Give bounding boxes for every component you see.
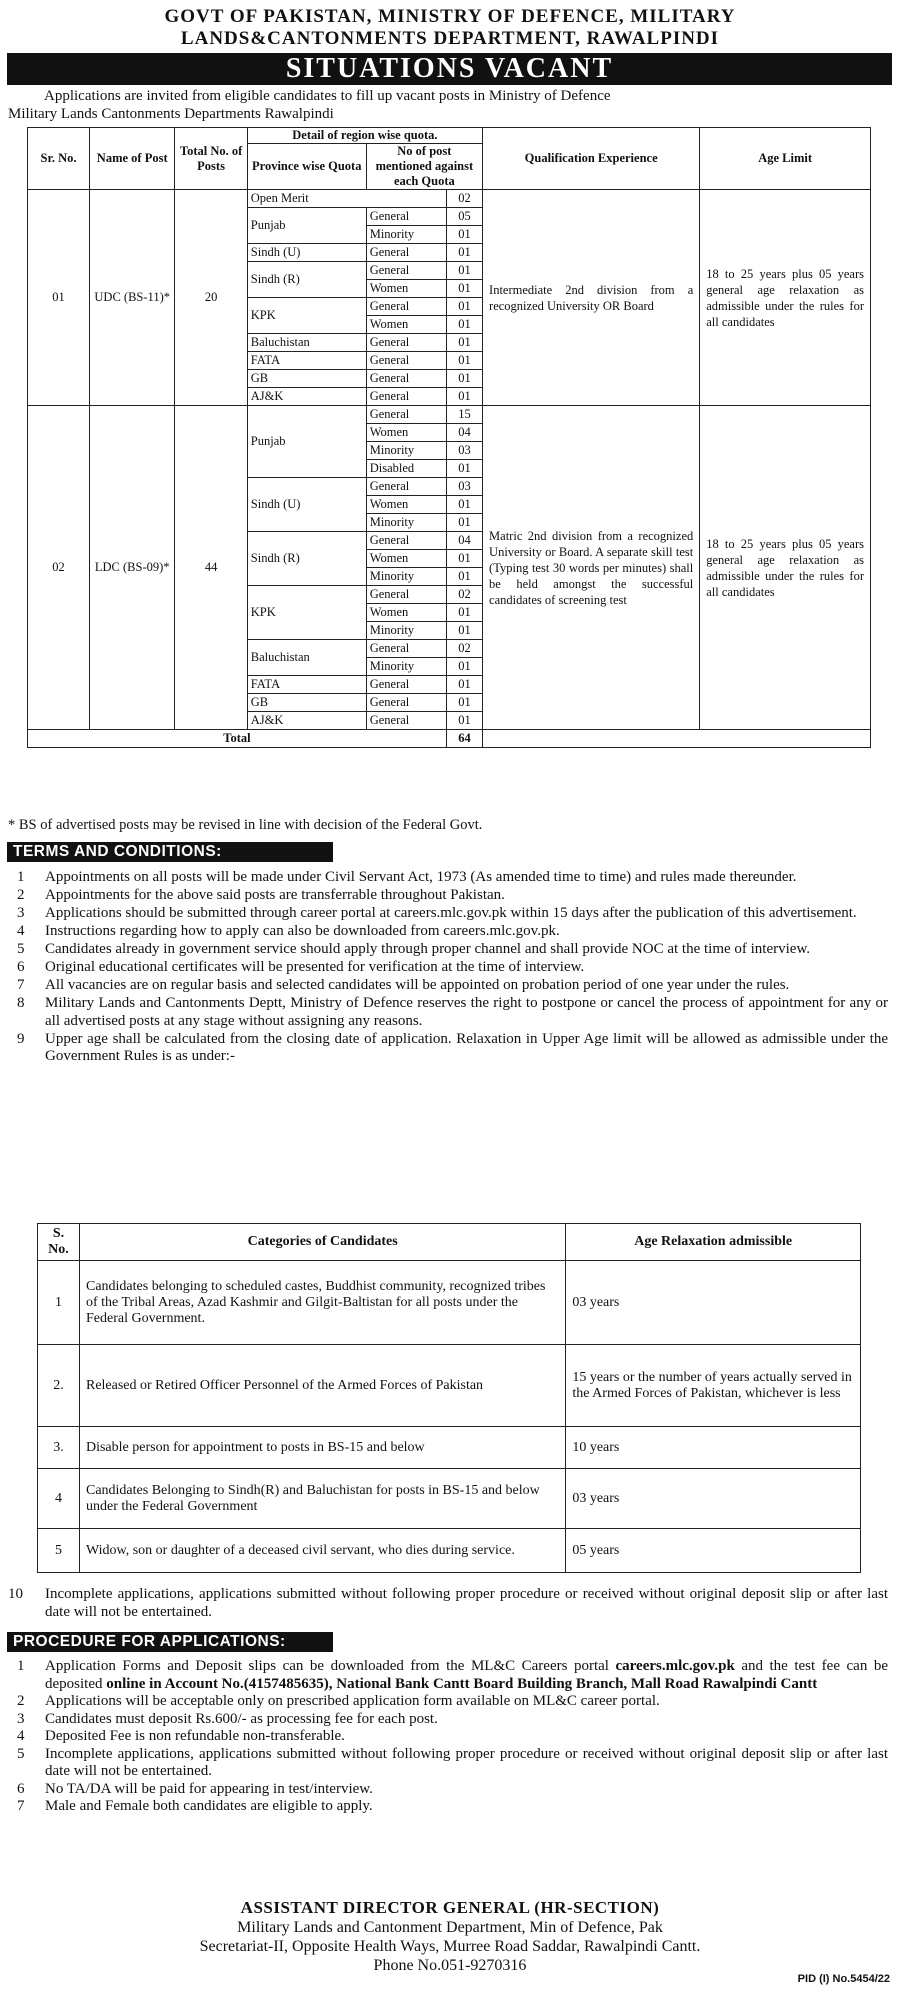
quota-province: Sindh (R): [247, 532, 366, 586]
quota-category: Women: [366, 550, 446, 568]
term-item: [0, 995, 888, 1030]
intro-line-2: Military Lands Cantonments Departments Rawalpindi: [8, 106, 334, 122]
quota-category: Minority: [366, 226, 446, 244]
term-text: Candidates already in government service should apply through proper channel and shall provide NOC at the time of interview.: [45, 941, 811, 957]
account-details: online in Account No.(4157485635), National Bank Cantt Board Building Branch, Mall Road Rawalpindi Cantt: [106, 1675, 818, 1692]
intro-paragraph: [8, 87, 888, 123]
quota-province: FATA: [247, 352, 366, 370]
term-number: 1: [17, 869, 25, 885]
quota-category: General: [366, 388, 446, 406]
bs-revision-note: * BS of advertised posts may be revised in line with decision of the Federal Govt.: [8, 817, 483, 833]
procedure-item: [0, 1781, 888, 1799]
quota-number: 03: [446, 442, 482, 460]
quota-qualification: Intermediate 2nd division from a recognized University OR Board: [483, 190, 700, 406]
procedure-section-title: PROCEDURE FOR APPLICATIONS:: [7, 1632, 333, 1652]
quota-number: 01: [446, 370, 482, 388]
age-table-row: [38, 1469, 861, 1529]
quota-category: General: [366, 208, 446, 226]
procedure-text: Incomplete applications, applications submitted without following proper procedure or received without original deposit slip or after last date will not be entertained.: [45, 1745, 888, 1779]
footer-phone: Phone No.051-9270316: [373, 1957, 527, 1974]
col-header-age: Age Limit: [700, 128, 871, 190]
quota-category: General: [366, 244, 446, 262]
term-number: 9: [17, 1030, 25, 1047]
procedure-text: Applications will be acceptable only on prescribed application form available on ML&C career portal.: [45, 1693, 660, 1709]
quota-province: Punjab: [247, 406, 366, 478]
age-row-category: Released or Retired Officer Personnel of the Armed Forces of Pakistan: [79, 1345, 565, 1427]
term-text: Original educational certificates will be presented for verification at the time of interview.: [45, 959, 585, 975]
quota-post-total: 44: [175, 406, 247, 730]
quota-qualification: Matric 2nd division from a recognized University or Board. A separate skill test (Typing test 30 words per minutes) shall be held amongst the successful candidates of screening test: [483, 406, 700, 730]
quota-category: Women: [366, 280, 446, 298]
intro-line-1: Applications are invited from eligible candidates to fill up vacant posts in Ministry of Defence: [44, 88, 611, 104]
age-row-category: Widow, son or daughter of a deceased civil servant, who dies during service.: [79, 1529, 565, 1573]
quota-category: Minority: [366, 622, 446, 640]
age-row-number: 5: [38, 1529, 80, 1573]
term-text: Appointments on all posts will be made under Civil Servant Act, 1973 (As amended time to time) and rules made thereunder.: [45, 869, 797, 885]
quota-province: AJ&K: [247, 712, 366, 730]
term-item: [0, 887, 888, 905]
col-header-qualification: Qualification Experience: [483, 128, 700, 190]
quota-age-limit: 18 to 25 years plus 05 years general age relaxation as admissible under the rules for all candidates: [700, 190, 871, 406]
quota-category: Women: [366, 496, 446, 514]
procedure-item: [0, 1658, 888, 1693]
col-header-total: Total No. of Posts: [175, 128, 247, 190]
quota-category: General: [366, 262, 446, 280]
procedure-text: Candidates must deposit Rs.600/- as processing fee for each post.: [45, 1710, 438, 1727]
procedure-number: 1: [17, 1658, 25, 1674]
quota-number: 15: [446, 406, 482, 424]
age-row-relaxation: 15 years or the number of years actually served in the Armed Forces of Pakistan, whichever is less: [566, 1345, 861, 1427]
quota-category: General: [366, 676, 446, 694]
term-text: Applications should be submitted through career portal at careers.mlc.gov.pk within 15 days after the publication of this advertisement.: [45, 905, 857, 921]
col-header-province: Province wise Quota: [247, 144, 366, 190]
quota-post-sr: 02: [28, 406, 90, 730]
quota-post-name: LDC (BS-09)*: [90, 406, 175, 730]
quota-category: Minority: [366, 442, 446, 460]
header-line-1: GOVT OF PAKISTAN, MINISTRY OF DEFENCE, MILITARY: [164, 6, 736, 27]
quota-number: 01: [446, 676, 482, 694]
procedure-text: Male and Female both candidates are eligible to apply.: [45, 1798, 373, 1814]
quota-total-value: 64: [446, 730, 482, 748]
quota-post-total: 20: [175, 190, 247, 406]
col-header-post: Name of Post: [90, 128, 175, 190]
age-row-relaxation: 03 years: [566, 1469, 861, 1529]
quota-category: General: [366, 406, 446, 424]
age-row-relaxation: 10 years: [566, 1427, 861, 1469]
age-row-category: Candidates belonging to scheduled castes, Buddhist community, recognized tribes of the Tribal Areas, Azad Kashmir and Gilgit-Baltistan for all posts under the Federal Government.: [79, 1261, 565, 1345]
quota-total-label: Total: [28, 730, 447, 748]
col-header-mentioned: No of post mentioned against each Quota: [366, 144, 482, 190]
quota-number: 01: [446, 622, 482, 640]
quota-number: 05: [446, 208, 482, 226]
procedure-list: [0, 1658, 888, 1816]
term-number: 6: [17, 959, 25, 975]
quota-category: Minority: [366, 514, 446, 532]
age-row-number: 2.: [38, 1345, 80, 1427]
quota-number: 01: [446, 460, 482, 478]
age-col-header-relax: Age Relaxation admissible: [566, 1224, 861, 1261]
age-table-row: [38, 1529, 861, 1573]
term-text: Appointments for the above said posts are transferrable throughout Pakistan.: [45, 887, 505, 903]
quota-number: 01: [446, 604, 482, 622]
quota-category: General: [366, 352, 446, 370]
age-relaxation-table: [37, 1223, 861, 1573]
procedure-number: 3: [17, 1710, 25, 1727]
quota-province: GB: [247, 694, 366, 712]
procedure-item: [0, 1711, 888, 1729]
age-row-category: Candidates Belonging to Sindh(R) and Baluchistan for posts in BS-15 and below under the Federal Government: [79, 1469, 565, 1529]
careers-portal-link[interactable]: careers.mlc.gov.pk: [615, 1658, 735, 1674]
quota-category: General: [366, 478, 446, 496]
quota-number: 01: [446, 244, 482, 262]
procedure-number: 5: [17, 1745, 25, 1762]
term-number: 10: [8, 1586, 23, 1602]
term-number: 3: [17, 905, 25, 921]
procedure-item: [0, 1746, 888, 1781]
age-table-row: [38, 1261, 861, 1345]
quota-category: Women: [366, 316, 446, 334]
quota-province: KPK: [247, 298, 366, 334]
term-number: 8: [17, 995, 25, 1011]
quota-province: Sindh (U): [247, 478, 366, 532]
procedure-item: [0, 1728, 888, 1746]
term-item: [0, 1031, 888, 1066]
quota-number: 03: [446, 478, 482, 496]
quota-province: Baluchistan: [247, 640, 366, 676]
quota-row: [28, 190, 871, 208]
quota-number: 01: [446, 694, 482, 712]
quota-category: General: [366, 712, 446, 730]
age-table-row: [38, 1345, 861, 1427]
procedure-item: [0, 1693, 888, 1711]
term-item: [0, 941, 888, 959]
procedure-text: Application Forms and Deposit slips can be downloaded from the ML&C Careers portal: [45, 1658, 609, 1674]
procedure-number: 2: [17, 1693, 25, 1709]
col-header-detail: Detail of region wise quota.: [247, 128, 482, 144]
quota-number: 01: [446, 568, 482, 586]
quota-number: 04: [446, 424, 482, 442]
term-number: 4: [17, 923, 25, 939]
footer-line-2: Secretariat-II, Opposite Health Ways, Murree Road Saddar, Rawalpindi Cantt.: [199, 1938, 701, 1955]
age-col-header-sno: S. No.: [38, 1224, 80, 1261]
footer-title: ASSISTANT DIRECTOR GENERAL (HR-SECTION): [240, 1898, 660, 1917]
quota-category: Disabled: [366, 460, 446, 478]
header-line-2: LANDS&CANTONMENTS DEPARTMENT, RAWALPINDI: [180, 28, 720, 49]
quota-province: FATA: [247, 676, 366, 694]
term-text: Military Lands and Cantonments Deptt, Ministry of Defence reserves the right to postpone or cancel the process of appointment for any or all advertised posts at any stage without assigning any reasons.: [45, 995, 888, 1029]
quota-number: 01: [446, 298, 482, 316]
quota-category: Women: [366, 424, 446, 442]
quota-number: 02: [446, 640, 482, 658]
pid-number: PID (I) No.5454/22: [797, 1973, 890, 1985]
quota-post-name: UDC (BS-11)*: [90, 190, 175, 406]
age-row-number: 4: [38, 1469, 80, 1529]
quota-table-body: [28, 190, 871, 748]
quota-number: 01: [446, 316, 482, 334]
quota-post-sr: 01: [28, 190, 90, 406]
procedure-text: No TA/DA will be paid for appearing in test/interview.: [45, 1780, 373, 1797]
quota-total-row: [28, 730, 871, 748]
quota-province: Sindh (U): [247, 244, 366, 262]
terms-section-title: TERMS AND CONDITIONS:: [7, 842, 333, 862]
quota-category: General: [366, 640, 446, 658]
quota-category: General: [366, 298, 446, 316]
quota-province: Baluchistan: [247, 334, 366, 352]
quota-category: General: [366, 532, 446, 550]
quota-category: General: [366, 370, 446, 388]
quota-province: GB: [247, 370, 366, 388]
quota-province: Open Merit: [247, 190, 446, 208]
term-text: Incomplete applications, applications submitted without following proper procedure or received without original deposit slip or after last date will not be entertained.: [45, 1586, 888, 1620]
quota-number: 01: [446, 262, 482, 280]
quota-number: 01: [446, 550, 482, 568]
quota-number: 02: [446, 586, 482, 604]
quota-number: 01: [446, 334, 482, 352]
quota-number: 01: [446, 658, 482, 676]
age-row-relaxation: 05 years: [566, 1529, 861, 1573]
term-item: [0, 869, 888, 887]
quota-category: Women: [366, 604, 446, 622]
procedure-number: 4: [17, 1728, 25, 1744]
quota-number: 01: [446, 514, 482, 532]
quota-row: [28, 406, 871, 424]
term-text: All vacancies are on regular basis and selected candidates will be appointed on probation period of one year under the rules.: [45, 977, 790, 993]
quota-province: Sindh (R): [247, 262, 366, 298]
term-text: Upper age shall be calculated from the closing date of application. Relaxation in Upper Age limit will be allowed as admissible under the Government Rules is as under:-: [45, 1030, 888, 1064]
situations-vacant-banner: SITUATIONS VACANT: [7, 53, 892, 85]
age-table-row: [38, 1427, 861, 1469]
term-number: 5: [17, 941, 25, 957]
quota-number: 01: [446, 388, 482, 406]
quota-number: 01: [446, 226, 482, 244]
vacancy-quota-table: [27, 127, 871, 748]
footer-line-1: Military Lands and Cantonment Department, Min of Defence, Pak: [237, 1919, 663, 1936]
quota-province: Punjab: [247, 208, 366, 244]
quota-number: 04: [446, 532, 482, 550]
age-row-number: 1: [38, 1261, 80, 1345]
quota-province: AJ&K: [247, 388, 366, 406]
quota-number: 02: [446, 190, 482, 208]
quota-category: Minority: [366, 568, 446, 586]
term-number: 7: [17, 977, 25, 993]
col-header-sr: Sr. No.: [28, 128, 90, 190]
quota-number: 01: [446, 352, 482, 370]
quota-total-blank: [483, 730, 871, 748]
term-item: [0, 905, 888, 923]
age-row-number: 3.: [38, 1427, 80, 1469]
term-number: 2: [17, 887, 25, 903]
procedure-text-mid: and the test fee can be deposited: [45, 1658, 889, 1692]
procedure-number: 6: [17, 1780, 25, 1797]
quota-category: General: [366, 694, 446, 712]
quota-number: 01: [446, 280, 482, 298]
quota-number: 01: [446, 712, 482, 730]
quota-category: Minority: [366, 658, 446, 676]
quota-age-limit: 18 to 25 years plus 05 years general age relaxation as admissible under the rules for all candidates: [700, 406, 871, 730]
quota-number: 01: [446, 496, 482, 514]
age-row-relaxation: 03 years: [566, 1261, 861, 1345]
age-col-header-category: Categories of Candidates: [79, 1224, 565, 1261]
term-item: [0, 1586, 888, 1621]
terms-list: [0, 869, 888, 1066]
quota-province: KPK: [247, 586, 366, 640]
term-item: [0, 977, 888, 995]
term-item: [0, 923, 888, 941]
procedure-text: Deposited Fee is non refundable non-transferable.: [45, 1728, 345, 1744]
term-item: [0, 959, 888, 977]
term-text: Instructions regarding how to apply can also be downloaded from careers.mlc.gov.pk.: [45, 923, 560, 939]
age-row-category: Disable person for appointment to posts in BS-15 and below: [79, 1427, 565, 1469]
quota-category: General: [366, 334, 446, 352]
procedure-number: 7: [17, 1798, 25, 1814]
term-10-list: [0, 1586, 888, 1622]
quota-category: General: [366, 586, 446, 604]
procedure-item: [0, 1798, 888, 1816]
